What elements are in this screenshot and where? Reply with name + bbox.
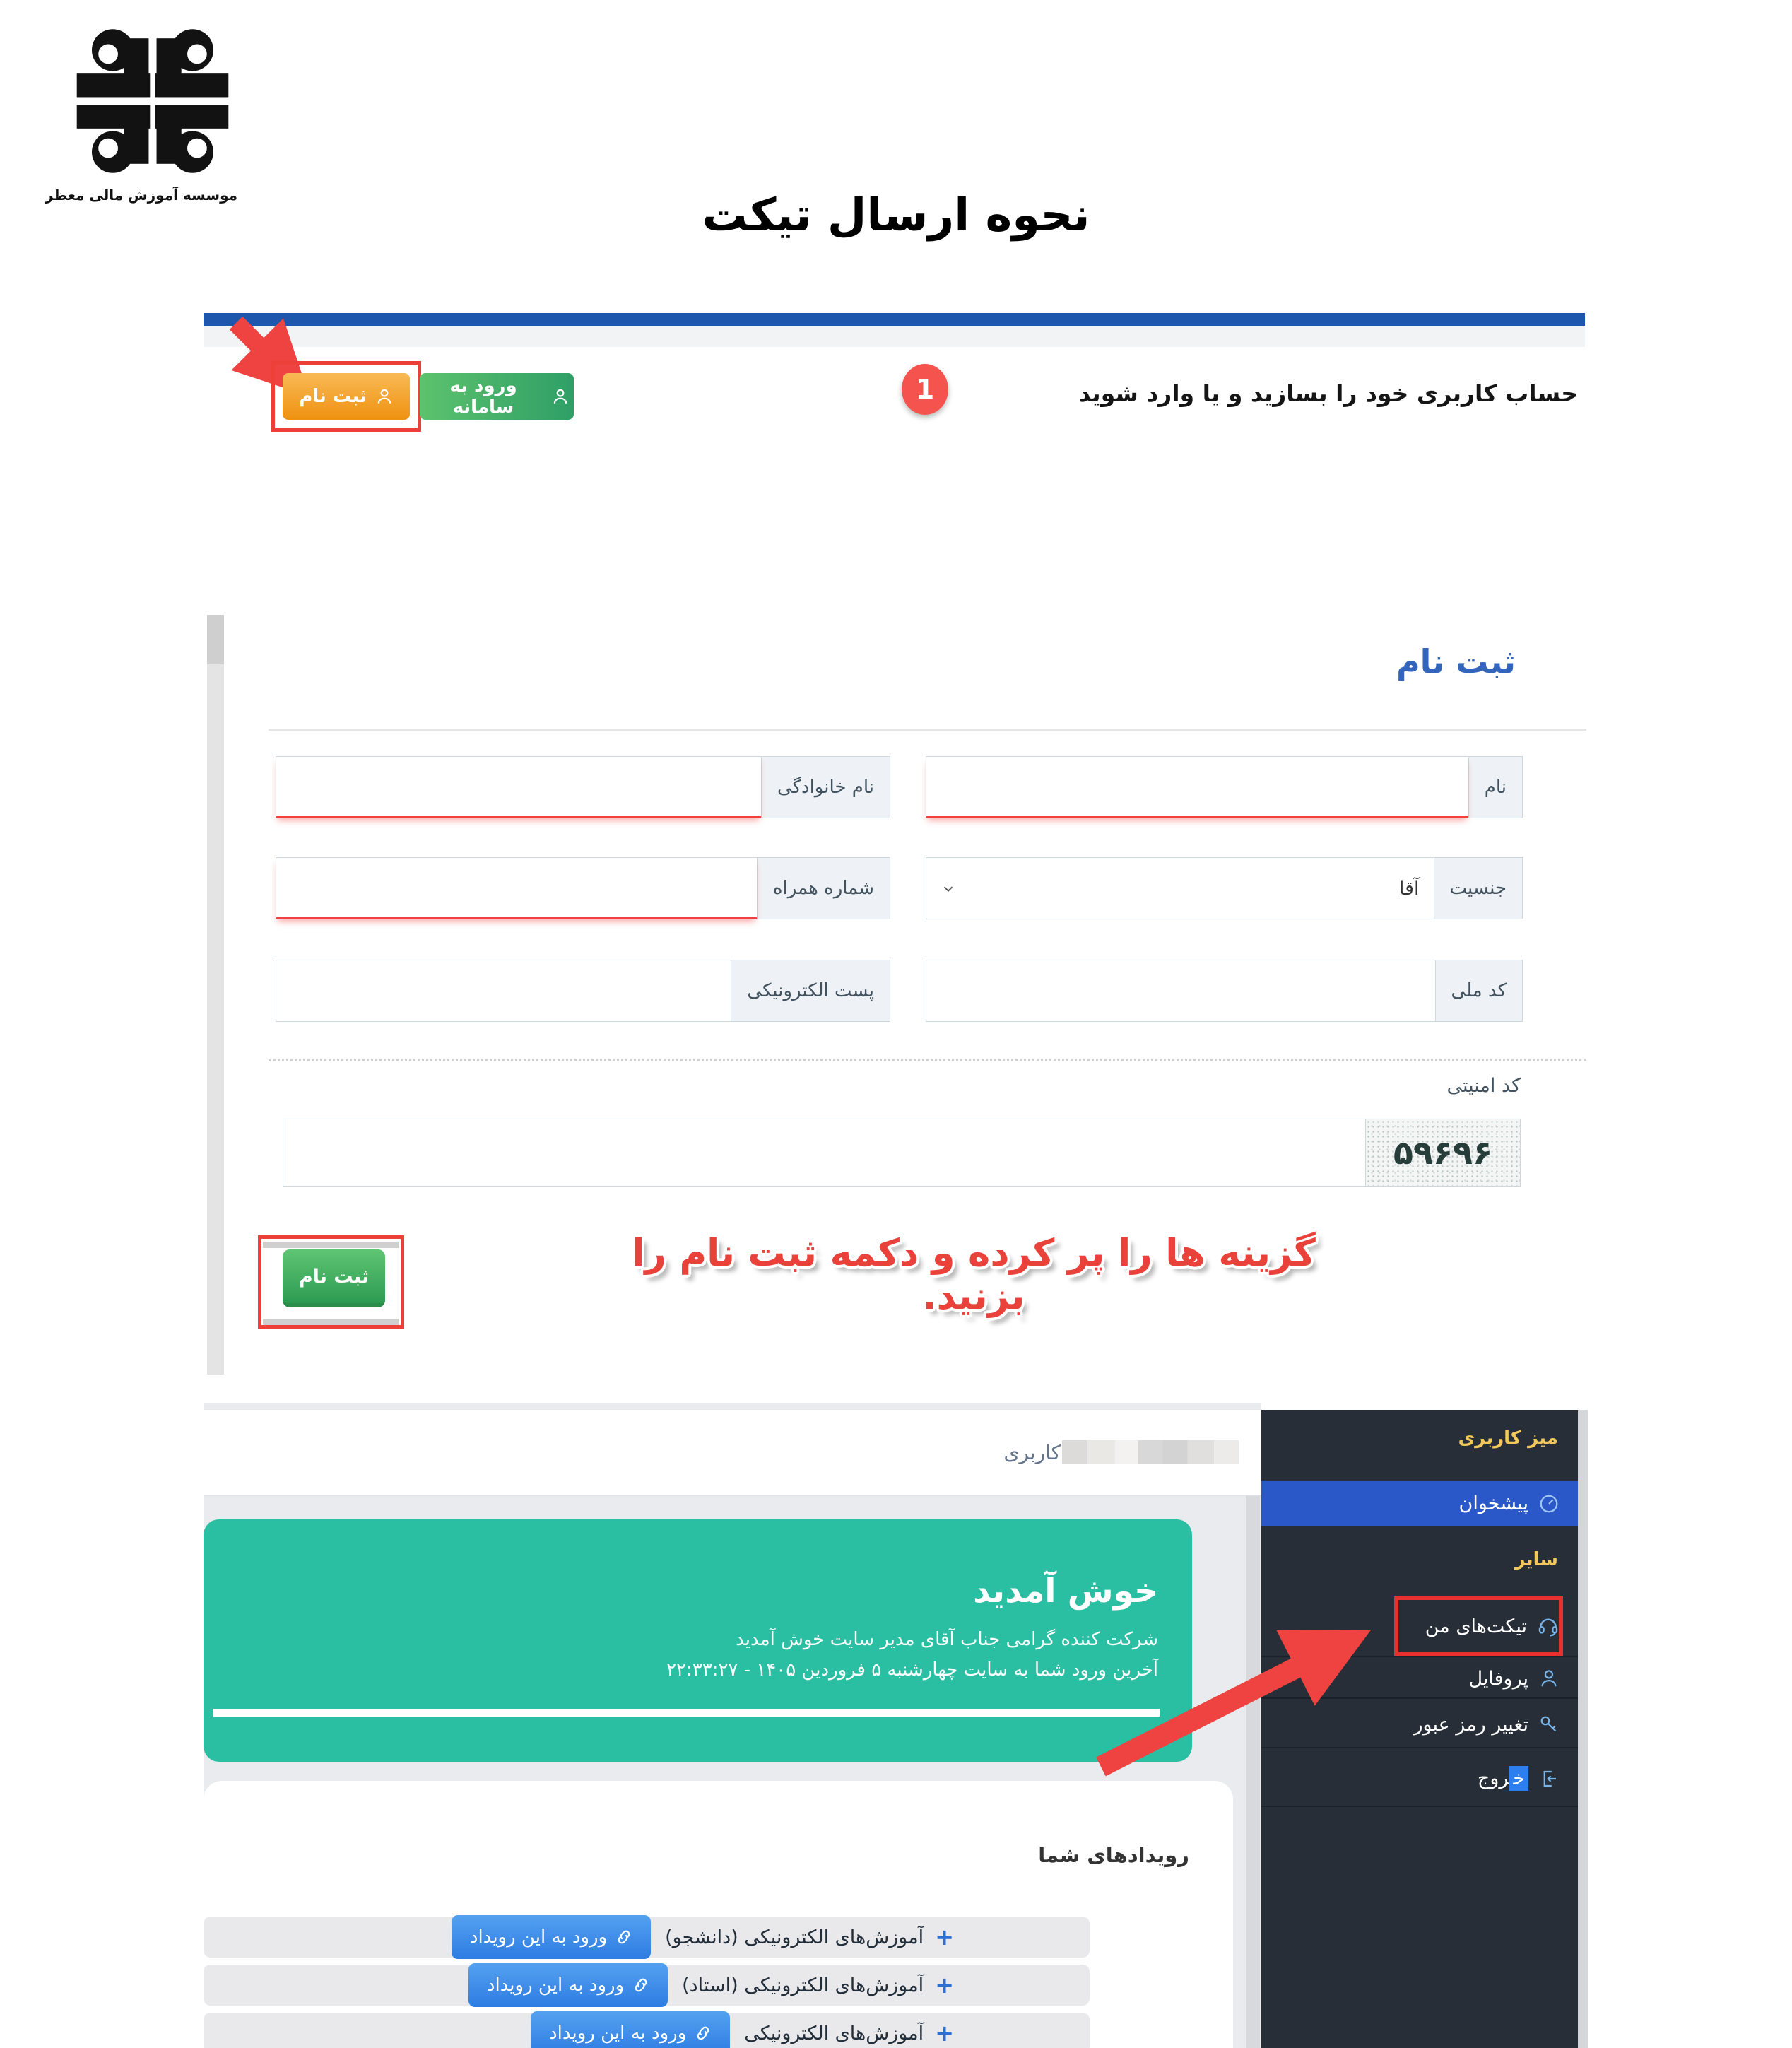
mobile-label: شماره همراه bbox=[757, 857, 890, 919]
divider bbox=[269, 729, 1586, 731]
event-label: آموزش‌های الکترونیکی bbox=[744, 2022, 924, 2044]
event-row bbox=[204, 1917, 1090, 1958]
event-row bbox=[204, 1965, 1090, 2006]
captcha-label: کد امنیتی bbox=[1446, 1075, 1521, 1097]
sidebar-item-dashboard[interactable] bbox=[1261, 1481, 1578, 1526]
sidebar-item-label: پروفایل bbox=[1468, 1667, 1528, 1690]
header-band bbox=[204, 326, 1585, 347]
welcome-line1: شرکت کننده گرامی جناب آقای مدیر سایت خوش آمدید bbox=[736, 1629, 1158, 1650]
expand-icon[interactable]: + bbox=[935, 1972, 954, 1999]
link-icon bbox=[695, 2025, 712, 2042]
mobile-input[interactable] bbox=[276, 857, 757, 919]
sidebar-heading-other: سایر bbox=[1514, 1549, 1558, 1570]
events-card bbox=[204, 1781, 1233, 2048]
link-icon bbox=[615, 1929, 632, 1946]
speedometer-icon bbox=[1538, 1493, 1560, 1514]
sidebar-divider bbox=[1261, 1806, 1578, 1807]
person-icon bbox=[551, 387, 570, 406]
site-top-bar bbox=[204, 313, 1585, 326]
join-event-button[interactable] bbox=[452, 1915, 651, 1959]
sidebar-item-label: تیکت‌های من bbox=[1425, 1615, 1527, 1637]
welcome-banner bbox=[204, 1519, 1192, 1762]
screenshot-dashboard bbox=[204, 1403, 1588, 2048]
join-event-label: ورود به این رویداد bbox=[549, 2023, 687, 2044]
welcome-title: خوش آمدید bbox=[973, 1572, 1158, 1611]
dashboard-topbar bbox=[204, 1410, 1261, 1496]
scrollbar-thumb[interactable] bbox=[207, 615, 224, 664]
banner-divider bbox=[213, 1709, 1160, 1717]
logo-caption: موسسه آموزش مالی معظر bbox=[45, 187, 237, 204]
national-id-input[interactable] bbox=[926, 960, 1435, 1022]
step-1-instruction: حساب کاربری خود را بسازید و یا وارد شوید bbox=[1078, 379, 1578, 407]
event-row bbox=[204, 2013, 1090, 2048]
highlight-box-tickets bbox=[1394, 1596, 1563, 1656]
page-title: نحوه ارسال تیکت bbox=[702, 189, 1090, 242]
register-button[interactable] bbox=[283, 373, 410, 420]
expand-icon[interactable]: + bbox=[935, 1924, 954, 1950]
link-icon bbox=[632, 1977, 649, 1994]
annotation-note: گزینه ها را پر کرده و دکمه ثبت نام را بزنید. bbox=[632, 1232, 1316, 1318]
first-name-group bbox=[926, 756, 1523, 818]
step-1-badge: 1 bbox=[902, 364, 948, 415]
last-name-group bbox=[276, 756, 890, 818]
register-button-label: ثبت نام bbox=[299, 386, 367, 407]
gender-group bbox=[926, 857, 1523, 919]
sidebar-item-label bbox=[1478, 1767, 1528, 1789]
mobile-group bbox=[276, 857, 890, 919]
dotted-divider bbox=[269, 1059, 1586, 1061]
divider bbox=[263, 1242, 399, 1248]
sidebar-item-label: تغییر رمز عبور bbox=[1413, 1713, 1528, 1736]
last-name-label: نام خانوادگی bbox=[761, 756, 890, 818]
login-button-label: ورود به سامانه bbox=[449, 375, 517, 418]
page-scrollbar[interactable] bbox=[207, 615, 224, 1375]
welcome-line2: آخرین ورود شما به سایت چهارشنبه ۵ فروردین ۱۴۰۵ - ۲۲:۳۳:۲۷ bbox=[666, 1659, 1158, 1681]
form-title: ثبت نام bbox=[1396, 642, 1516, 681]
key-icon bbox=[1538, 1714, 1560, 1735]
chevron-down-icon bbox=[941, 881, 956, 896]
captcha-input[interactable] bbox=[283, 1119, 1365, 1187]
join-event-button[interactable] bbox=[468, 1963, 668, 2007]
email-group bbox=[276, 960, 890, 1022]
event-label: آموزش‌های الکترونیکی (دانشجو) bbox=[665, 1926, 924, 1948]
sidebar-scrollbar[interactable] bbox=[1578, 1410, 1588, 2048]
join-event-label: ورود به این رویداد bbox=[469, 1926, 608, 1948]
institute-logo-icon bbox=[71, 23, 234, 180]
gender-select[interactable] bbox=[926, 857, 1434, 919]
screenshot-site-header bbox=[204, 313, 1585, 490]
logout-icon bbox=[1538, 1768, 1560, 1789]
events-title: رویدادهای شما bbox=[1038, 1843, 1189, 1867]
gender-label: جنسیت bbox=[1434, 857, 1523, 919]
first-name-label: نام bbox=[1468, 756, 1523, 818]
national-id-group bbox=[926, 960, 1523, 1022]
divider bbox=[263, 1319, 399, 1325]
last-name-input[interactable] bbox=[276, 756, 761, 818]
brand-logo bbox=[45, 23, 237, 204]
sidebar-heading-userdesk: میز کاربری bbox=[1458, 1428, 1558, 1449]
login-button[interactable] bbox=[420, 373, 574, 420]
first-name-input[interactable] bbox=[926, 756, 1468, 818]
red-arrow-icon bbox=[1073, 1611, 1405, 1788]
gender-value: آقا bbox=[1398, 877, 1420, 900]
email-label: پست الکترونیکی bbox=[731, 960, 890, 1022]
event-label: آموزش‌های الکترونیکی (استاد) bbox=[682, 1974, 924, 1996]
join-event-label: ورود به این رویداد bbox=[486, 1975, 625, 1996]
logout-rest: روج bbox=[1477, 1767, 1510, 1789]
captcha-row bbox=[283, 1119, 1521, 1187]
join-event-button[interactable] bbox=[531, 2011, 730, 2048]
blurred-username bbox=[1062, 1440, 1239, 1464]
national-id-label: کد ملی bbox=[1435, 960, 1523, 1022]
selected-text: خ bbox=[1509, 1766, 1528, 1791]
person-icon bbox=[1538, 1668, 1560, 1689]
topbar-label: کاربری bbox=[1003, 1440, 1061, 1464]
person-add-icon bbox=[375, 387, 394, 406]
sidebar-item-label: پیشخوان bbox=[1458, 1493, 1528, 1514]
submit-register-button[interactable]: ثبت نام bbox=[283, 1249, 385, 1307]
email-input[interactable] bbox=[276, 960, 731, 1022]
captcha-image: ۵۹۶۹۶ bbox=[1365, 1119, 1521, 1187]
screenshot-register-form bbox=[204, 611, 1586, 1378]
expand-icon[interactable]: + bbox=[935, 2020, 954, 2047]
